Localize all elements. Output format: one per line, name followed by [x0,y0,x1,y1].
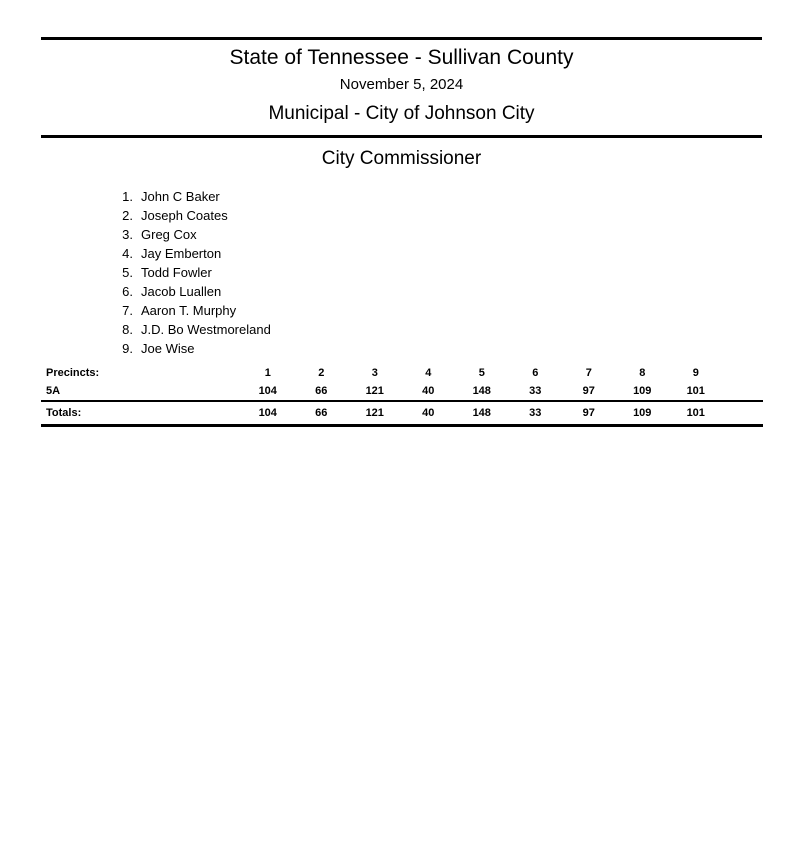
candidate-number: 1. [122,189,133,204]
candidate-name: Aaron T. Murphy [141,303,237,318]
vote-count: 101 [669,381,723,401]
totals-row [41,401,763,426]
vote-count: 97 [562,381,616,401]
report-date: November 5, 2024 [339,76,464,93]
column-header: 2 [318,366,325,379]
candidate-number: 2. [122,208,133,223]
candidate-name: Todd Fowler [141,265,212,280]
candidate-name: John C Baker [141,189,220,204]
top-divider [41,37,762,40]
totals-label: Totals: [41,401,241,426]
column-header: 7 [585,366,592,379]
results-table [41,364,763,427]
candidate-item [113,282,802,301]
report-header [41,45,762,126]
total-count: 40 [402,401,456,426]
total-count: 148 [455,401,509,426]
total-count: 97 [562,401,616,426]
total-count: 104 [241,401,295,426]
column-header: 3 [371,366,378,379]
candidate-name: Jacob Luallen [141,284,222,299]
column-header: 6 [532,366,539,379]
candidate-number: 6. [122,284,133,299]
candidate-number: 3. [122,227,133,242]
header-divider [41,135,762,138]
candidate-item [113,263,802,282]
candidate-name: J.D. Bo Westmoreland [141,322,271,337]
spacer-cell [723,401,764,426]
total-count: 66 [295,401,349,426]
vote-count: 40 [402,381,456,401]
column-header: 1 [264,366,271,379]
spacer-cell [723,381,764,401]
candidate-number: 9. [122,341,133,356]
candidate-item [113,320,802,339]
vote-count: 33 [509,381,563,401]
candidate-item [113,244,802,263]
spacer-cell [723,364,764,381]
total-count: 101 [669,401,723,426]
candidate-name: Joseph Coates [141,208,228,223]
column-header: 9 [692,366,699,379]
total-count: 121 [348,401,402,426]
candidate-number: 8. [122,322,133,337]
candidate-item [113,301,802,320]
vote-count: 109 [616,381,670,401]
vote-count: 121 [348,381,402,401]
vote-count: 104 [241,381,295,401]
precincts-label: Precincts: [46,366,100,379]
column-header: 5 [478,366,485,379]
candidate-item [113,187,802,206]
precinct-row-5a [41,381,763,401]
candidate-item [113,206,802,225]
column-header: 4 [425,366,432,379]
total-count: 109 [616,401,670,426]
vote-count: 148 [455,381,509,401]
precincts-header-row [41,364,763,381]
vote-count: 66 [295,381,349,401]
candidate-number: 5. [122,265,133,280]
candidate-name: Jay Emberton [141,246,222,261]
total-count: 33 [509,401,563,426]
candidate-name: Joe Wise [141,341,195,356]
candidate-list [0,187,802,358]
precinct-label: 5A [41,381,241,401]
column-header: 8 [639,366,646,379]
report-subtitle: Municipal - City of Johnson City [268,103,535,124]
contest-title: City Commissioner [321,148,482,169]
candidate-item [113,339,802,358]
candidate-number: 7. [122,303,133,318]
report-title: State of Tennessee - Sullivan County [229,46,574,69]
candidate-item [113,225,802,244]
candidate-name: Greg Cox [141,227,197,242]
candidate-number: 4. [122,246,133,261]
